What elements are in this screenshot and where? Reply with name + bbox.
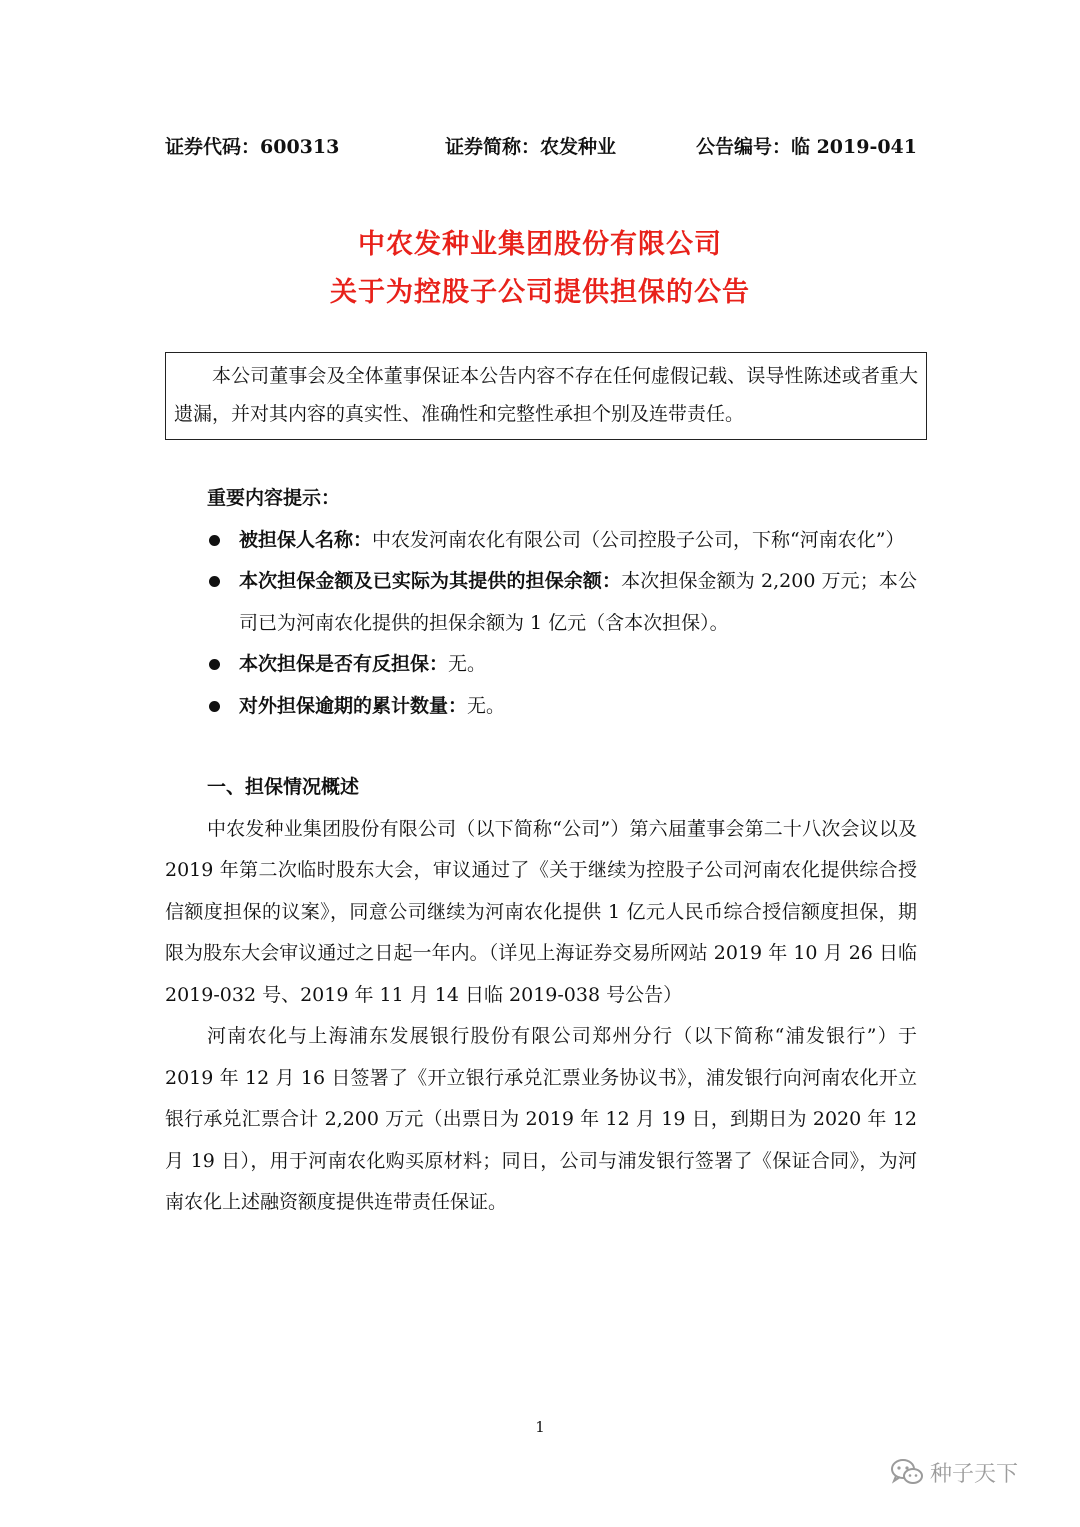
bullet-icon (209, 701, 220, 712)
item-label: 本次担保金额及已实际为其提供的担保余额： (239, 570, 622, 592)
item-text: 无。 (448, 653, 487, 675)
list-item (165, 686, 917, 728)
item-label: 对外担保逾期的累计数量： (239, 694, 468, 717)
page-number: 1 (535, 1418, 545, 1436)
company-title: 中农发种业集团股份有限公司 (358, 229, 722, 260)
bullet-icon (209, 659, 220, 670)
list-item (165, 644, 917, 686)
item-label: 被担保人名称： (239, 528, 373, 551)
document-body (165, 478, 917, 1224)
list-item (165, 561, 917, 644)
paragraph-1: 中农发种业集团股份有限公司（以下简称“公司”）第六届董事会第二十八次会议以及 2019 年第二次临时股东大会，审议通过了《关于继续为控股子公司河南农化提供综合授信额度担保的议案》，同意公司继续为河南农化提供 1 亿元人民币综合授信额度担保，期限为股东大会审议通过之日起一年内。（详见上海证券交易所网站 2019 年 10 月 26 日临 2019-032 号、2019 年 11 月 14 日临 2019-038 号公告） (165, 817, 917, 1006)
board-statement-box: 本公司董事会及全体董事保证本公告内容不存在任何虚假记载、误导性陈述或者重大遗漏，并对其内容的真实性、准确性和完整性承担个别及连带责任。 (165, 352, 927, 440)
item-text: 中农发河南农化有限公司（公司控股子公司，下称“河南农化”） (372, 528, 905, 551)
paragraph-2: 河南农化与上海浦东发展银行股份有限公司郑州分行（以下简称“浦发银行”）于 2019 年 12 月 16 日签署了《开立银行承兑汇票业务协议书》，浦发银行向河南农化开立银行承兑汇票合计 2,200 万元（出票日为 2019 年 12 月 19 日，到期日为 2020 年 12 月 19 日），用于河南农化购买原材料；同日，公司与浦发银行签署了《保证合同》，为河南农化上述融资额度提供连带责任保证。 (165, 1025, 917, 1213)
notice-header (165, 128, 917, 162)
list-item (165, 520, 917, 562)
notice-number: 公告编号：临 2019-041 (695, 136, 917, 158)
bullet-icon (209, 535, 220, 546)
wechat-icon (890, 1457, 924, 1487)
bullet-icon (209, 576, 220, 587)
highlights-list (165, 520, 917, 728)
item-text: 无。 (467, 694, 506, 717)
security-short-name: 证券简称：农发种业 (445, 136, 617, 158)
watermark (890, 1452, 1018, 1492)
item-text: 本次担保金额为 2,200 万元；本公司已为河南农化提供的担保余额为 1 亿元（含本次担保）。 (239, 570, 917, 634)
item-label: 本次担保是否有反担保： (239, 653, 449, 675)
security-code: 证券代码：600313 (165, 136, 340, 158)
notice-title: 关于为控股子公司提供担保的公告 (330, 277, 750, 308)
section-heading: 一、担保情况概述 (207, 776, 360, 798)
watermark-text: 种子天下 (930, 1461, 1019, 1487)
highlights-heading: 重要内容提示： (207, 487, 341, 509)
